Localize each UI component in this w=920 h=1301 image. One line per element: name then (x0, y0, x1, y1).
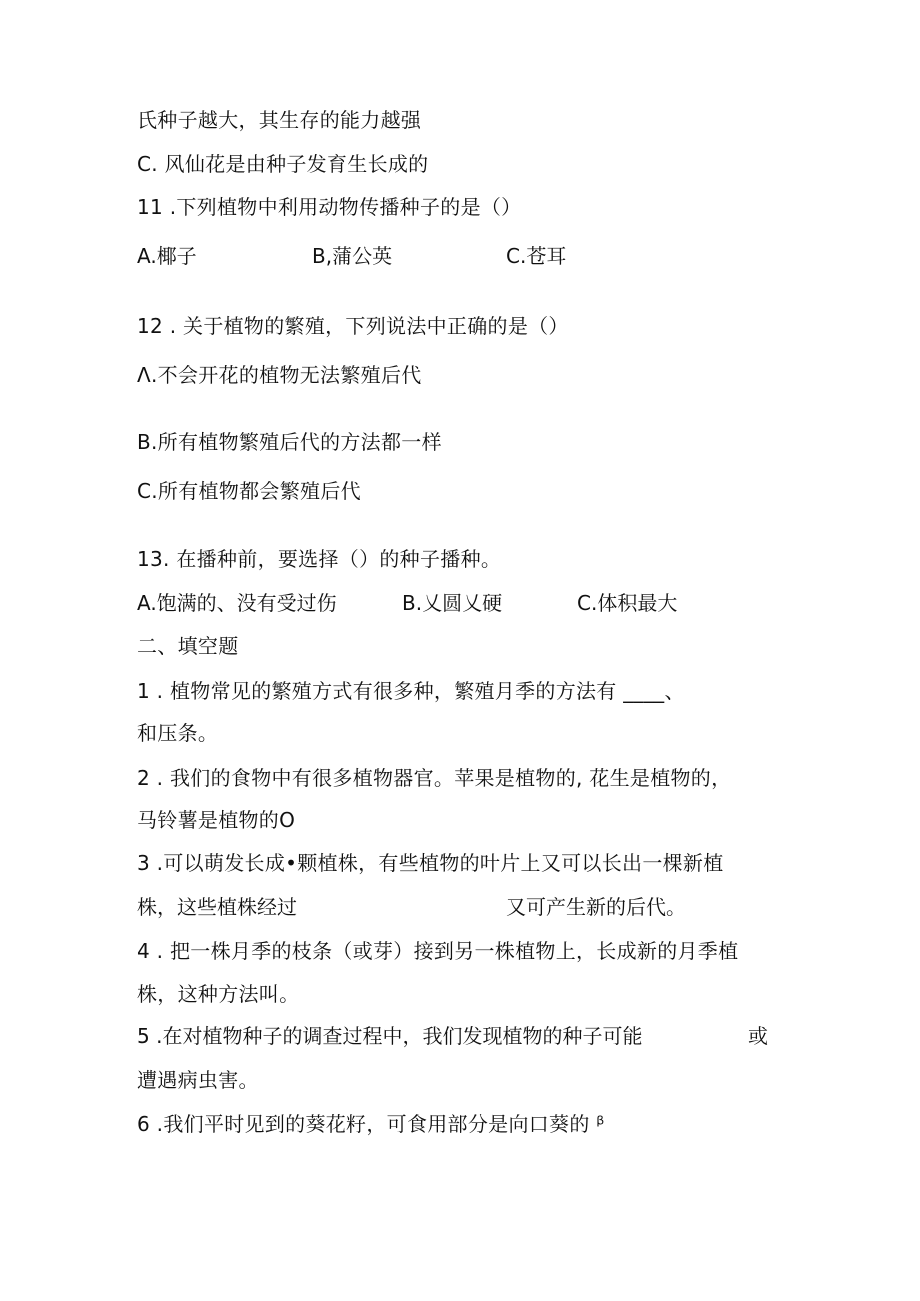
fill-question-6: 6 .我们平时见到的葵花籽，可食用部分是向口葵的 ᵝ (137, 1112, 605, 1136)
question-11: 11 .下列植物中利用动物传播种子的是（） (137, 195, 522, 219)
fill-question-3: 3 .可以萌发长成•颗植株，有些植物的叶片上又可以长出一棵新植 (137, 851, 724, 875)
fill-question-1-continued: 和压条。 (137, 721, 219, 745)
question-12-option-b: B.所有植物繁殖后代的方法都一样 (137, 430, 442, 454)
text-line: 氏种子越大，其生存的能力越强 (137, 108, 422, 132)
fill-question-4: 4 . 把一株月季的枝条（或芽）接到另一株植物上，长成新的月季植 (137, 939, 739, 963)
question-12: 12 . 关于植物的繁殖，下列说法中正确的是（） (137, 314, 569, 338)
question-12-option-a: Λ.不会开花的植物无法繁殖后代 (137, 363, 422, 387)
fill-question-1: 1 . 植物常见的繁殖方式有很多种，繁殖月季的方法有 ____、 (137, 679, 685, 703)
fill-question-5-or: 或 (748, 1024, 768, 1048)
fill-question-5-continued: 遭遇病虫害。 (137, 1068, 259, 1092)
fill-question-2: 2 . 我们的食物中有很多植物器官。苹果是植物的, 花生是植物的， (137, 766, 732, 790)
fill-question-3-continued-end: 又可产生新的后代。 (506, 895, 686, 919)
question-11-option-c: C.苍耳 (506, 244, 567, 268)
question-13-option-b: B.乂圆乂硬 (402, 591, 503, 615)
question-13-option-c: C.体积最大 (577, 591, 678, 615)
question-12-option-c: C.所有植物都会繁殖后代 (137, 479, 361, 503)
question-11-option-b: B,蒲公英 (312, 244, 393, 268)
section-heading: 二、填空题 (137, 634, 239, 658)
option-c-line: C. 风仙花是由种子发育生长成的 (137, 152, 429, 176)
question-13-option-a: A.饱满的、没有受过伤 (137, 591, 337, 615)
fill-question-2-continued: 马铃薯是植物的O (137, 808, 296, 832)
fill-question-4-continued: 株，这种方法叫。 (137, 982, 300, 1006)
fill-question-3-continued: 株，这些植株经过 (137, 895, 297, 919)
question-13: 13. 在播种前，要选择（）的种子播种。 (137, 547, 502, 571)
fill-question-5: 5 .在对植物种子的调查过程中，我们发现植物的种子可能 (137, 1024, 643, 1048)
question-11-option-a: A.椰子 (137, 244, 197, 268)
